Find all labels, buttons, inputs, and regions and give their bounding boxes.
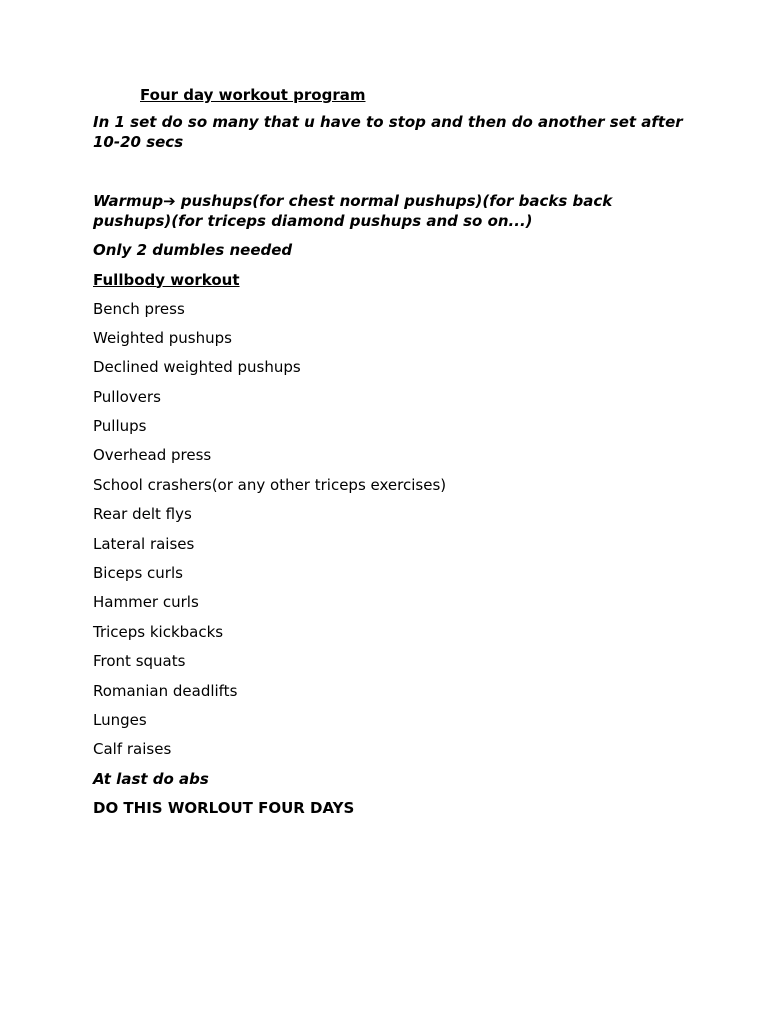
exercise-item: Bench press	[93, 299, 185, 318]
document-title: Four day workout program	[140, 86, 366, 104]
exercise-item: Weighted pushups	[93, 328, 232, 347]
exercise-list	[93, 300, 683, 760]
exercise-item: Declined weighted pushups	[93, 358, 301, 377]
exercise-item: Rear delt flys	[93, 505, 192, 524]
intro-paragraph: In 1 set do so many that u have to stop and then do another set after 10-20 secs	[93, 113, 683, 151]
exercise-item: Pullups	[93, 417, 147, 436]
exercise-item: Front squats	[93, 652, 186, 671]
exercise-item: Lunges	[93, 710, 147, 729]
exercise-item: Overhead press	[93, 446, 212, 465]
section-heading: Fullbody workout	[93, 270, 240, 289]
exercise-item: Hammer curls	[93, 593, 199, 612]
warmup-text: pushups(for chest normal pushups)(for backs back pushups)(for triceps diamond pushups and so on...)	[93, 192, 613, 230]
warmup-label: Warmup	[93, 192, 164, 210]
document-content	[93, 86, 683, 818]
dumbbells-note: Only 2 dumbles needed	[93, 241, 293, 259]
final-note: DO THIS WORLOUT FOUR DAYS	[93, 799, 355, 818]
abs-note: At last do abs	[93, 769, 209, 788]
arrow-icon: ➔	[163, 192, 176, 210]
exercise-item: Triceps kickbacks	[93, 622, 224, 641]
exercise-item: Pullovers	[93, 387, 161, 406]
exercise-item: Biceps curls	[93, 564, 183, 583]
exercise-item: Romanian deadlifts	[93, 681, 238, 700]
exercise-item: Lateral raises	[93, 534, 195, 553]
exercise-item: Calf raises	[93, 740, 172, 759]
warmup-paragraph	[93, 192, 683, 231]
exercise-item: School crashers(or any other triceps exercises)	[93, 475, 447, 494]
